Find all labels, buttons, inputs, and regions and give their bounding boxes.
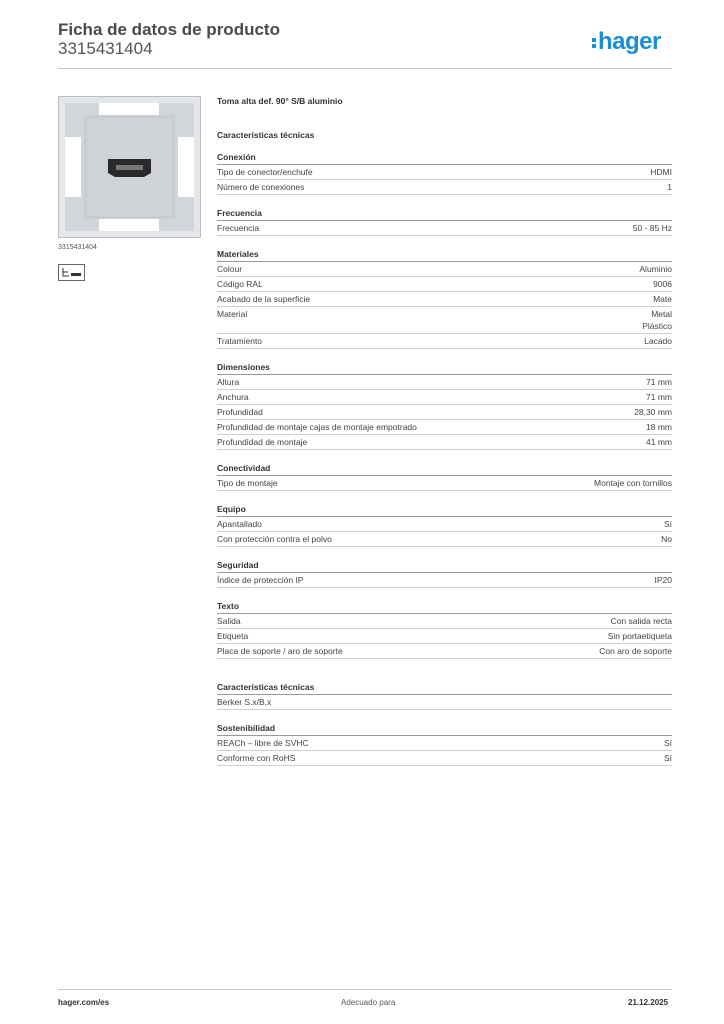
spec-row — [217, 517, 672, 532]
spec-content — [217, 96, 672, 766]
spec-value — [634, 406, 672, 418]
spec-row — [217, 277, 672, 292]
section-title: Dimensiones — [217, 361, 672, 375]
spec-row — [217, 614, 672, 629]
spec-value-line: IP20 — [654, 575, 672, 585]
spec-value — [599, 645, 672, 657]
spec-value-line: 41 mm — [646, 437, 672, 447]
section-title: Seguridad — [217, 559, 672, 573]
header-divider — [58, 68, 672, 69]
spec-value — [646, 436, 672, 448]
spec-value — [608, 630, 672, 642]
spec-row — [217, 751, 672, 766]
section-title: Características técnicas — [217, 681, 672, 695]
spec-value-line: 50 - 85 Hz — [632, 223, 672, 233]
spec-row — [217, 334, 672, 349]
spec-value — [650, 166, 672, 178]
section-title: Materiales — [217, 248, 672, 262]
spec-value-line: Montaje con tornillos — [594, 478, 672, 488]
spec-value-line: Lacado — [644, 336, 672, 346]
spec-section — [217, 600, 672, 659]
section-title: Conexión — [217, 151, 672, 165]
spec-label: Material — [217, 309, 248, 319]
spec-value-line: Mate — [653, 294, 672, 304]
spec-value-line: Sí — [663, 753, 672, 763]
section-title: Sostenibilidad — [217, 722, 672, 736]
spec-value — [664, 752, 672, 764]
spec-value-line: Sí — [663, 738, 672, 748]
spec-value-line: Plástico — [642, 321, 672, 331]
spec-value — [642, 308, 672, 332]
spec-row — [217, 262, 672, 277]
spec-value-line: 18 mm — [646, 422, 672, 432]
spec-value-line: 1 — [667, 182, 672, 192]
product-image — [58, 96, 201, 238]
spec-row — [217, 165, 672, 180]
section-title: Conectividad — [217, 462, 672, 476]
spec-section — [217, 462, 672, 491]
spec-section — [217, 151, 672, 195]
spec-label: Conforme con RoHS — [217, 753, 296, 763]
spec-section — [217, 248, 672, 349]
spec-row — [217, 695, 672, 710]
spec-value — [646, 376, 672, 388]
socket-frame-icon — [59, 97, 200, 237]
footer-suitable-for: Adecuado para — [341, 998, 396, 1007]
spec-label: Con protección contra el polvo — [217, 534, 332, 544]
spec-section — [217, 559, 672, 588]
spec-value-line: Aluminio — [639, 264, 672, 274]
section-title: Texto — [217, 600, 672, 614]
spec-label: Etiqueta — [217, 631, 249, 641]
spec-label: Salida — [217, 616, 241, 626]
spec-label: Profundidad — [217, 407, 263, 417]
spec-label: Anchura — [217, 392, 249, 402]
spec-row — [217, 221, 672, 236]
section-title: Frecuencia — [217, 207, 672, 221]
spec-section — [217, 503, 672, 547]
spec-value-line: Sin portaetiqueta — [607, 631, 672, 641]
spec-row — [217, 307, 672, 334]
spec-label: Colour — [217, 264, 243, 274]
spec-value — [644, 335, 672, 347]
hager-logo — [592, 28, 661, 56]
image-caption-code: 3315431404 — [58, 244, 97, 251]
spec-label: REACh – libre de SVHC — [217, 738, 309, 748]
footer-date: 21.12.2025 — [628, 998, 669, 1007]
spec-label: Tratamiento — [217, 336, 263, 346]
spec-section — [217, 361, 672, 450]
spec-value — [653, 293, 672, 305]
spec-value-line: No — [661, 534, 672, 544]
spec-label: Número de conexiones — [217, 182, 305, 192]
spec-row — [217, 573, 672, 588]
spec-value — [655, 574, 673, 586]
spec-row — [217, 180, 672, 195]
spec-row — [217, 736, 672, 751]
spec-section — [217, 681, 672, 710]
footer-website-link[interactable]: hager.com/es — [58, 998, 110, 1007]
spec-label: Profundidad de montaje — [217, 437, 308, 447]
spec-value-line: 71 mm — [646, 392, 672, 402]
spec-value-line: HDMI — [650, 167, 672, 177]
spec-value — [646, 391, 672, 403]
section-title: Equipo — [217, 503, 672, 517]
spec-row — [217, 390, 672, 405]
page-title: Ficha de datos de producto — [58, 20, 280, 39]
spec-row — [217, 292, 672, 307]
spec-section — [217, 722, 672, 766]
product-code: 3315431404 — [58, 39, 153, 58]
spec-row — [217, 375, 672, 390]
footer-divider — [58, 989, 672, 990]
hdmi-mounting-icon — [58, 264, 85, 281]
spec-value-line: Con salida recta — [610, 616, 672, 626]
logo-colon-icon — [592, 36, 596, 50]
spec-value — [661, 533, 672, 545]
spec-label: Tipo de montaje — [217, 478, 278, 488]
spec-value-line: 71 mm — [646, 377, 672, 387]
spec-label: Tipo de conector/enchufe — [217, 167, 313, 177]
spec-label: Placa de soporte / aro de soporte — [217, 646, 343, 656]
spec-value-line: Metal — [651, 309, 672, 319]
spec-value — [664, 518, 672, 530]
tech-heading: Características técnicas — [217, 130, 315, 140]
spec-value — [646, 421, 672, 433]
spec-row — [217, 476, 672, 491]
spec-value-line: 9006 — [653, 279, 672, 289]
spec-value-line: 28,30 mm — [634, 407, 672, 417]
spec-row — [217, 644, 672, 659]
spec-value — [653, 278, 672, 290]
spec-label: Código RAL — [217, 279, 263, 289]
spec-value — [633, 222, 672, 234]
spec-value-line: Sí — [663, 519, 672, 529]
spec-label: Acabado de la superficie — [217, 294, 311, 304]
spec-section — [217, 207, 672, 236]
spec-row — [217, 532, 672, 547]
spec-row — [217, 629, 672, 644]
spec-value-line: Con aro de soporte — [599, 646, 672, 656]
spec-label: Frecuencia — [217, 223, 260, 233]
spec-value — [611, 615, 672, 627]
spec-label: Apantallado — [217, 519, 262, 529]
spec-value — [639, 263, 672, 275]
logo-text: hager — [598, 28, 661, 55]
spec-value — [594, 477, 672, 489]
spec-value — [667, 181, 672, 193]
spec-row — [217, 435, 672, 450]
spec-label: Profundidad de montaje cajas de montaje empotrado — [217, 422, 417, 432]
spec-row — [217, 405, 672, 420]
product-name: Toma alta def. 90° S/B aluminio — [217, 96, 343, 106]
spec-label: Berker S.x/B.x — [217, 697, 272, 707]
spec-row — [217, 420, 672, 435]
spec-label: Altura — [217, 377, 240, 387]
spec-label: Índice de protección IP — [217, 575, 304, 585]
spec-value — [664, 737, 672, 749]
